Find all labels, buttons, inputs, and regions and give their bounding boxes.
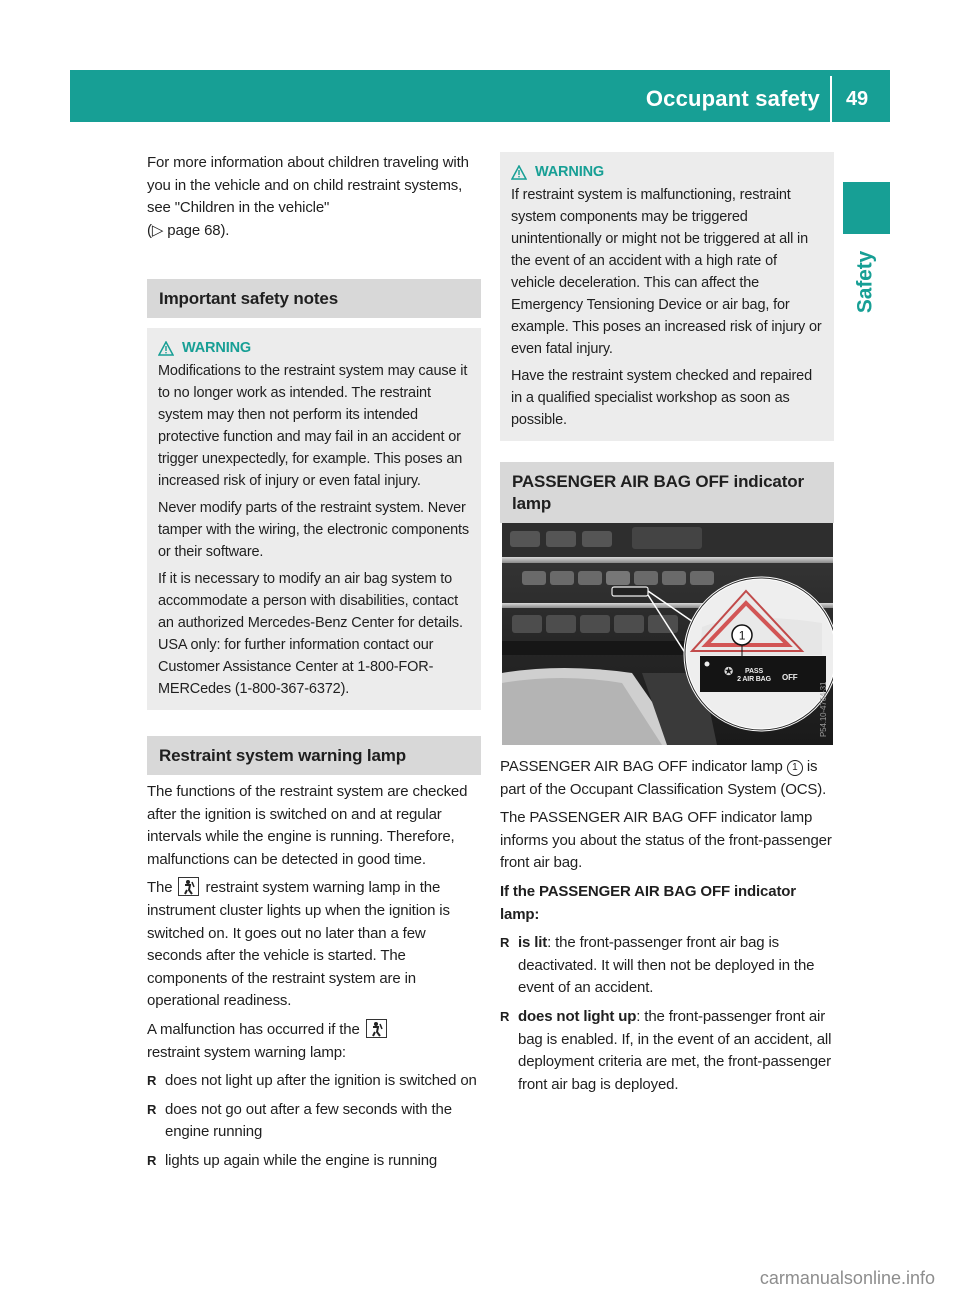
passenger-subheading: If the PASSENGER AIR BAG OFF indicator lamp: <box>500 882 796 923</box>
passenger-p1 <box>500 756 834 801</box>
important-heading: Important safety notes <box>147 279 481 318</box>
restraint-p1: The functions of the restraint system are checked after the ignition is switched on and at regular intervals while the engine is running. Therefore, malfunctions can be detected in good time. <box>147 783 468 868</box>
restraint-heading: Restraint system warning lamp <box>147 736 481 775</box>
warning-p1: Modifications to the restraint system may cause it to no longer work as intended. The restraint system may then not perform its intended protective function and may fail in an accident or trigger unexpectedly, for example. This poses an increased risk of injury or even fatal injury. <box>158 363 468 489</box>
list-term: does not light up <box>518 1007 637 1025</box>
seat-airbag-icon: ✪ <box>724 666 734 678</box>
warning-p3: If it is necessary to modify an air bag system to accommodate a person with disabilities, contact an authorized Mercedes-Benz Center for details. USA only: for further information contact our Customer Assistance Center at 1-800-FOR-MERCedes (1-800-367-6372). <box>158 571 463 697</box>
warning-p1: If restraint system is malfunctioning, restraint system components may be triggered unintentionally or might not be triggered at all in the event of an accident with a high rate of vehicle deceleration. This can affect the Emergency Tensioning Device or air bag, for example. This poses an increased risk of injury or even fatal injury. <box>511 187 822 357</box>
warning-box-right <box>500 152 834 441</box>
figure-label-off: OFF <box>782 673 798 682</box>
warning-triangle-icon <box>158 341 174 356</box>
seatbelt-person-icon <box>366 1019 387 1038</box>
side-tab-label: Safety <box>853 250 877 314</box>
status-list <box>500 932 834 1096</box>
list-text: : the front-passenger front air bag is enabled. If, in the event of an accident, all deployment criteria are met, the front-passenger front air bag is deployed. <box>518 1007 832 1093</box>
list-item: R does not light up after the ignition is switched on <box>147 1070 481 1093</box>
passenger-heading: PASSENGER AIR BAG OFF indicator lamp <box>500 462 834 523</box>
passenger-p2: The PASSENGER AIR BAG OFF indicator lamp informs you about the status of the front-passenger front air bag. <box>500 809 832 872</box>
passenger-section <box>500 462 834 523</box>
figure-callout: 1 <box>738 628 746 643</box>
callout-number: 1 <box>787 760 803 776</box>
warning-label: WARNING <box>535 164 605 180</box>
seatbelt-person-icon <box>178 877 199 896</box>
warning-p2: Have the restraint system checked and repaired in a qualified specialist workshop as soon as possible. <box>511 368 812 428</box>
warning-title <box>158 338 471 358</box>
figure-label-airbag: 2 AIR BAG <box>737 676 771 683</box>
malfunction-list <box>147 1070 481 1172</box>
left-column <box>147 152 481 248</box>
passenger-body <box>500 756 834 1102</box>
list-item <box>500 932 834 1000</box>
warning-triangle-icon <box>511 165 527 180</box>
figure-label-pass: PASS <box>745 668 763 675</box>
list-item <box>500 1006 834 1096</box>
intro-page-ref: page 68). <box>167 221 230 239</box>
page-header <box>70 70 890 122</box>
restraint-p3-start: A malfunction has occurred if the <box>147 1020 360 1038</box>
warning-p2: Never modify parts of the restraint system. Never tamper with the wiring, the electronic components or their software. <box>158 500 469 560</box>
figure-code: P54.10-4764-31 <box>819 681 828 737</box>
intro-text: For more information about children traveling with you in the vehicle and on child restraint systems, see "Children in the vehicle" <box>147 154 469 217</box>
warning-label: WARNING <box>182 340 252 356</box>
restraint-p2 <box>147 877 481 1013</box>
passenger-p1-end: is part of the Occupant Classification System (OCS). <box>500 758 827 798</box>
section-title: Occupant safety <box>645 86 820 111</box>
page-ref-arrow-icon: ▷ <box>151 221 164 239</box>
list-term: is lit <box>518 934 548 952</box>
intro-paragraph: For more information about children traveling with you in the vehicle and on child restraint systems, see "Children in the vehicle" (▷ page 68). <box>147 154 469 239</box>
restraint-p3-end: restraint system warning lamp: <box>147 1043 346 1061</box>
right-column <box>500 152 834 441</box>
restraint-p2-start: The <box>147 879 173 897</box>
restraint-p2-end: restraint system warning lamp in the instrument cluster lights up when the ignition is switched on. It goes out no later than a few seconds after the vehicle is started. The components of the restraint system are in operational readiness. <box>147 879 450 1010</box>
list-item: R does not go out after a few seconds with the engine running <box>147 1099 481 1144</box>
header-divider <box>830 76 832 122</box>
important-section <box>147 279 481 710</box>
airbag-indicator-photo <box>502 523 833 745</box>
side-tab <box>843 182 890 234</box>
page-number: 49 <box>846 88 868 110</box>
warning-box-left <box>147 328 481 710</box>
watermark: carmanualsonline.info <box>759 1268 935 1289</box>
passenger-p1-start: PASSENGER AIR BAG OFF indicator lamp <box>500 758 783 775</box>
list-item: R lights up again while the engine is running <box>147 1150 481 1173</box>
restraint-p3 <box>147 1019 481 1064</box>
warning-title <box>511 162 824 182</box>
restraint-section <box>147 736 481 1179</box>
list-text: : the front-passenger front air bag is deactivated. It will then not be deployed in the event of an accident. <box>518 934 815 997</box>
